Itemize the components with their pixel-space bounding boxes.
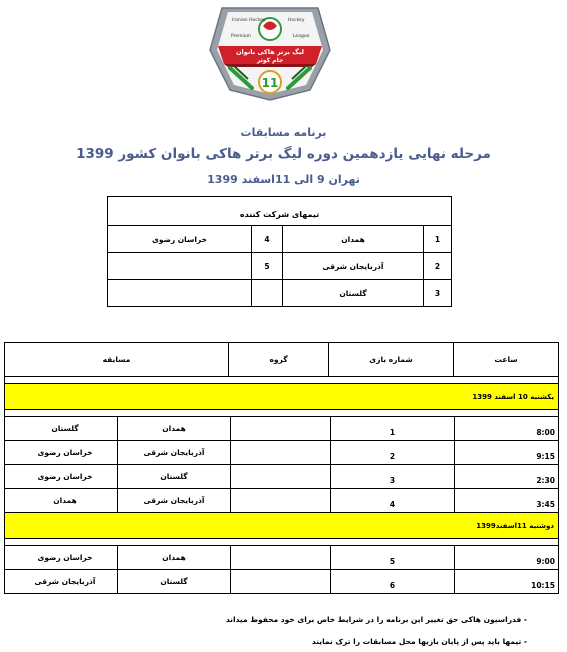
logo-text-mr: League: [293, 34, 310, 39]
away-team: خراسان رضوی: [37, 472, 93, 481]
team-number: 2: [423, 253, 451, 279]
team-name: [108, 253, 251, 279]
match-row: [5, 489, 558, 513]
match-time: 10:15: [454, 570, 558, 593]
team-name: آذربایجان شرقی: [282, 253, 423, 279]
team-number: 5: [251, 253, 282, 279]
match-group: [230, 417, 330, 440]
match-group: [230, 546, 330, 569]
match-time: 2:30: [454, 465, 558, 488]
league-logo: [208, 4, 332, 102]
note-text: - تیمها باید پس از پایان بازیها محل مسابقات را ترک نمایند: [311, 637, 527, 646]
teams-table-title: تیمهای شرکت کننده: [108, 197, 451, 226]
home-team: آذربایجان شرقی: [117, 489, 230, 512]
match-number: 1: [330, 417, 454, 440]
column-header-group: گروه: [228, 343, 328, 376]
match-row: [5, 465, 558, 489]
table-row: [108, 280, 451, 306]
away-team: همدان: [53, 496, 77, 505]
tournament-title: مرحله نهایی یازدهمین دوره لیگ برتر هاکی بانوان کشور 1399: [76, 146, 491, 162]
logo-edition: 11: [261, 76, 279, 90]
away-team: خراسان رضوی: [37, 448, 93, 457]
day-row: یکشنبه 10 اسفند 1399: [5, 384, 558, 410]
logo-text-ml: Premium: [231, 34, 252, 39]
match-group: [230, 441, 330, 464]
match-time: 9:00: [454, 546, 558, 569]
note-text: - فدراسیون هاکی حق تغییر این برنامه را در شرایط خاص برای خود محفوظ میداند: [225, 615, 527, 624]
team-name: خراسان رضوی: [152, 234, 207, 244]
match-time: 8:00: [454, 417, 558, 440]
logo-banner-line2: جام کوثر: [256, 57, 284, 64]
schedule-table: [4, 342, 559, 594]
match-row: [5, 441, 558, 465]
team-number: 1: [423, 226, 451, 252]
home-team: همدان: [117, 546, 230, 569]
match-number: 2: [330, 441, 454, 464]
table-row: [108, 253, 451, 280]
home-team: گلستان: [117, 465, 230, 488]
match-group: [230, 570, 330, 593]
team-name: [108, 280, 251, 306]
tournament-date: تهران 9 الی 11اسفند 1399: [207, 173, 360, 186]
home-team: گلستان: [117, 570, 230, 593]
column-header-match: مسابقه: [102, 355, 131, 364]
teams-table: [107, 196, 452, 307]
day-row: دوشنبه 11اسفند1399: [5, 513, 558, 539]
match-number: 5: [330, 546, 454, 569]
match-row: [5, 546, 558, 570]
logo-text-tr: Hockey: [288, 18, 305, 23]
spacer-row: [5, 410, 558, 417]
schedule-heading: برنامه مسابقات: [240, 126, 327, 139]
away-team: خراسان رضوی: [37, 553, 93, 562]
away-team: آذربایجان شرقی: [34, 577, 96, 586]
team-number: [251, 280, 282, 306]
team-name: همدان: [282, 226, 423, 252]
team-number: 4: [251, 226, 282, 252]
match-group: [230, 465, 330, 488]
match-row: [5, 570, 558, 593]
table-row: [108, 226, 451, 253]
away-team: گلستان: [51, 424, 79, 433]
match-number: 3: [330, 465, 454, 488]
spacer-row: [5, 377, 558, 384]
column-header-time: ساعت: [453, 343, 558, 376]
team-number: 3: [423, 280, 451, 306]
spacer-row: [5, 539, 558, 546]
logo-banner-line1: لیگ برتر هاکی بانوان: [236, 48, 304, 56]
schedule-header-row: [5, 343, 558, 377]
match-row: [5, 417, 558, 441]
match-time: 9:15: [454, 441, 558, 464]
match-time: 3:45: [454, 489, 558, 512]
match-number: 6: [330, 570, 454, 593]
match-group: [230, 489, 330, 512]
home-team: همدان: [117, 417, 230, 440]
logo-text-tl: Iranian Hockey: [232, 18, 266, 23]
team-name: گلستان: [282, 280, 423, 306]
column-header-game-number: شماره بازی: [328, 343, 453, 376]
home-team: آذربایجان شرقی: [117, 441, 230, 464]
match-number: 4: [330, 489, 454, 512]
